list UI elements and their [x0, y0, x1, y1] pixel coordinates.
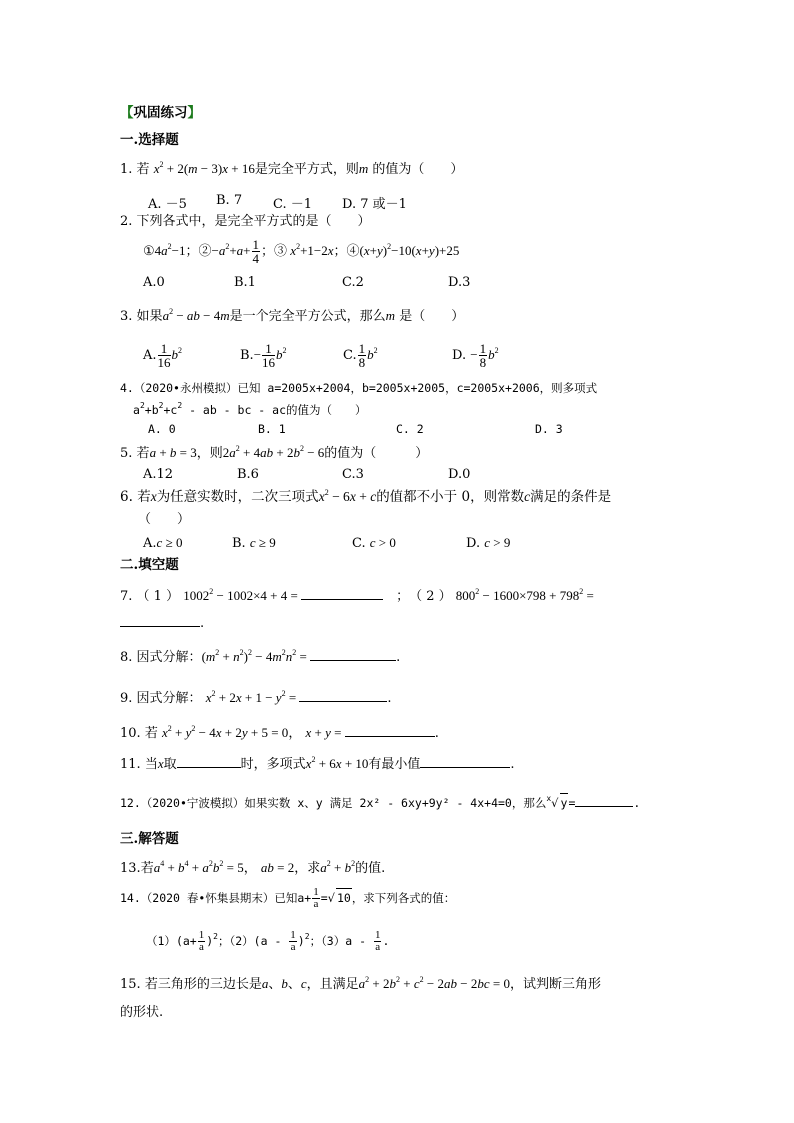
question-1: 1. 若 $x^2 + 2(m - 3)x + 16$是完全平方式，则m 的值为（ ） — [120, 160, 464, 177]
option-d[interactable]: D.3 — [448, 275, 471, 290]
option-b[interactable]: B.6 — [237, 467, 259, 482]
question-6: 6. 若x为任意实数时，二次三项式$x^2 - 6x + c$的值都不小于 0，则常数c满足的条件是 — [120, 488, 612, 505]
option-b[interactable]: B.− $\frac{1}{16}$ $b^2$ — [240, 341, 287, 370]
question-3: 3. 如果$a^2$ − ab − 4m是一个完全平方公式，那么m 是（ ） — [120, 307, 465, 324]
question-7-line2: . — [120, 614, 204, 633]
option-c[interactable]: C. －1 — [273, 197, 313, 212]
question-12: 12.（2020•宁波模拟）如果实数 x、y 满足 2x² - 6xy+9y² - 4x+4=0，那么$^x$√ y= . — [120, 794, 641, 810]
option-a[interactable]: A. 0 — [148, 422, 176, 436]
option-a[interactable]: A.12 — [143, 467, 174, 482]
question-14: 14.（2020 春•怀集县期末）已知a+ $\frac{1}{a}$ =√ 10，求下列各式的值： — [120, 886, 456, 910]
question-9: 9. 因式分解： $x^2 + 2x + 1 - y^2$ = . — [120, 689, 392, 706]
answer-blank[interactable] — [420, 755, 510, 768]
answer-blank[interactable] — [177, 755, 241, 768]
question-6-line2: （ ） — [138, 512, 191, 527]
option-c[interactable]: C.3 — [342, 467, 364, 482]
header-title: 巩固练习 — [133, 105, 188, 121]
exercise-header: 【巩固练习】 — [120, 105, 201, 121]
option-b[interactable]: B. 7 — [216, 193, 243, 208]
option-a[interactable]: A.c ≥ 0 — [143, 535, 183, 551]
question-15: 15. 若三角形的三边长是a、b、c，且满足$a^2 + 2b^2 + c^2 - 2ab - 2bc = 0$，试判断三角形 — [120, 975, 601, 992]
question-15-line2: 的形状. — [120, 1005, 164, 1020]
question-4-line2: $a^2+b^2+c^2$ - ab - bc - ac的值为（ ） — [133, 401, 367, 417]
question-2-expressions: $①4a^2-1$；$②-a^2+a+$ $\frac{1}{4}$ ；③ $x^2+1-2x$；$④(x+y)^2-10(x+y)+25$ — [143, 237, 460, 266]
question-4: 4.（2020•永州模拟）已知 a=2005x+2004，b=2005x+2005，c=2005x+2006，则多项式 — [120, 381, 598, 395]
option-d[interactable]: D. 3 — [535, 422, 563, 436]
answer-blank[interactable] — [299, 689, 387, 702]
option-b[interactable]: B. 1 — [258, 422, 286, 436]
option-b[interactable]: B.1 — [234, 275, 256, 290]
section-choice: 一.选择题 — [120, 132, 179, 148]
option-c[interactable]: C.2 — [342, 275, 364, 290]
option-d[interactable]: D.0 — [448, 467, 471, 482]
question-8: 8. 因式分解：$(m^2 + n^2)^2 - 4m^2n^2$ = . — [120, 648, 401, 665]
answer-blank[interactable] — [301, 587, 383, 600]
question-7: 7. （ 1 ） $1002^2 - 1002\times 4 + 4$ = ； （ 2 ） $800^2 - 1600\times 798 + 798^2$ = — [120, 587, 594, 604]
section-answer: 三.解答题 — [120, 831, 179, 847]
answer-blank[interactable] — [575, 794, 633, 807]
question-10: 10. 若 $x^2 + y^2 - 4x + 2y + 5 = 0$， x + y = . — [120, 724, 439, 741]
option-d[interactable]: D. c > 9 — [466, 535, 511, 551]
option-a[interactable]: A. $\frac{1}{16}$ $b^2$ — [143, 341, 183, 370]
option-b[interactable]: B. c ≥ 9 — [232, 535, 276, 551]
question-2: 2. 下列各式中，是完全平方式的是（ ） — [120, 214, 371, 229]
option-d[interactable]: D. − $\frac{1}{8}$ $b^2$ — [452, 341, 499, 370]
option-c[interactable]: C. 2 — [396, 422, 424, 436]
option-d[interactable]: D. 7 或－1 — [342, 197, 407, 212]
question-14-parts: （1）(a+ $\frac{1}{a}$ )$^2$；（2）(a - $\frac{1}{a}$ )$^2$；（3）a - $\frac{1}{a}$ . — [146, 929, 390, 953]
question-11: 11. 当x取 时，多项式$x^2 + 6x + 10$有最小值 . — [120, 755, 515, 772]
question-13: 13.若$a^4 + b^4 + a^2b^2 = 5$， ab = 2，求$a^2 + b^2$的值. — [120, 859, 386, 876]
option-c[interactable]: C. $\frac{1}{8}$ $b^2$ — [343, 341, 378, 370]
option-a[interactable]: A.0 — [143, 275, 165, 290]
question-5: 5. 若a + b = 3，则$2a^2 + 4ab + 2b^2 - 6$的值为（ ） — [120, 444, 429, 461]
answer-blank[interactable] — [120, 614, 200, 627]
answer-blank[interactable] — [345, 724, 435, 737]
option-c[interactable]: C. c > 0 — [352, 535, 396, 551]
section-fill: 二.填空题 — [120, 557, 179, 573]
option-a[interactable]: A. －5 — [148, 197, 187, 212]
answer-blank[interactable] — [310, 648, 396, 661]
